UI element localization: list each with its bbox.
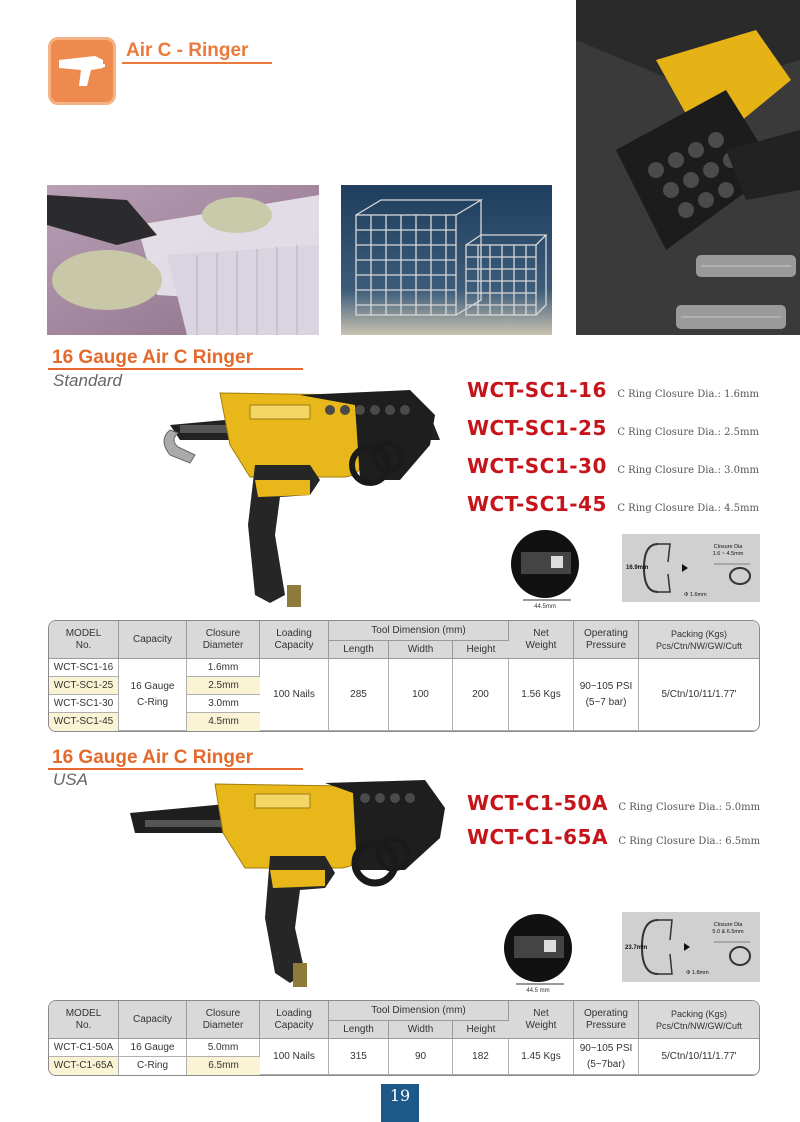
col-header-closure: Closure Diameter: [187, 621, 260, 659]
ringer-closeup-photo: [576, 0, 800, 335]
cell-closure: 4.5mm: [187, 713, 260, 731]
col-header-weight: Net Weight: [509, 621, 574, 659]
cell-capacity-line2: C-Ring: [119, 1057, 187, 1075]
model-entry: [467, 454, 759, 492]
section2-models: [467, 791, 760, 859]
table-row: [49, 659, 759, 677]
section1-models: [467, 378, 759, 530]
model-name: WCT-C1-65A: [467, 825, 608, 849]
model-note: C Ring Closure Dia.: 5.0mm: [618, 802, 761, 813]
jaw-width-label: 44.5mm: [534, 604, 556, 610]
section1-title: 16 Gauge Air C Ringer: [52, 347, 253, 368]
model-entry: [467, 378, 759, 416]
cell-height: 182: [453, 1039, 509, 1075]
cell-length: 315: [329, 1039, 389, 1075]
jaw-closeup-image: [505, 528, 580, 610]
model-name: WCT-SC1-45: [467, 492, 607, 516]
spec-table-usa: [48, 1000, 760, 1076]
model-note: C Ring Closure Dia.: 6.5mm: [618, 836, 761, 847]
cell-closure: 3.0mm: [187, 695, 260, 713]
closure-dia-label: Closure Dia: [713, 544, 743, 550]
ring-size-diagram: [622, 534, 760, 602]
cell-height: 200: [453, 659, 509, 731]
model-entry: [467, 791, 760, 825]
section2-title: 16 Gauge Air C Ringer: [52, 747, 253, 768]
pressure-line2: (5~7bar): [586, 1058, 626, 1070]
cell-closure: 6.5mm: [187, 1057, 260, 1075]
cell-loading: 100 Nails: [260, 1039, 329, 1075]
wire-dia-label: Φ 1.6mm: [684, 592, 707, 598]
cell-packing: 5/Ctn/10/11/1.77': [639, 659, 759, 731]
col-header-model: MODEL No.: [49, 1001, 119, 1039]
cell-model: WCT-SC1-16: [49, 659, 119, 677]
col-header-loading: Loading Capacity: [260, 621, 329, 659]
cell-closure: 5.0mm: [187, 1039, 260, 1057]
col-header-tool-dimension: Tool Dimension (mm): [329, 621, 509, 641]
ring-height-label: 16.9mm: [626, 565, 649, 571]
page-number: 19: [381, 1084, 419, 1122]
section1-underline: [48, 368, 303, 370]
spec-table-standard: [48, 620, 760, 732]
cell-model: WCT-SC1-25: [49, 677, 119, 695]
col-header-height: Height: [453, 641, 509, 659]
cell-capacity: [119, 659, 187, 731]
air-gun-icon: [51, 40, 113, 102]
model-name: WCT-SC1-16: [467, 378, 607, 402]
model-entry: [467, 416, 759, 454]
col-header-length: Length: [329, 641, 389, 659]
col-header-width: Width: [389, 641, 453, 659]
col-header-closure: Closure Diameter: [187, 1001, 260, 1039]
ring-size-diagram: [622, 912, 760, 982]
col-header-packing: Packing (Kgs) Pcs/Ctn/NW/GW/Cuft: [639, 1001, 759, 1039]
col-header-pressure: Operating Pressure: [574, 621, 639, 659]
col-header-height: Height: [453, 1021, 509, 1039]
cell-width: 90: [389, 1039, 453, 1075]
col-header-pressure: Operating Pressure: [574, 1001, 639, 1039]
jaw-closeup-image: [498, 912, 573, 994]
model-note: C Ring Closure Dia.: 2.5mm: [617, 427, 759, 438]
spec-table: [49, 1001, 759, 1075]
model-note: C Ring Closure Dia.: 3.0mm: [617, 465, 759, 476]
section1-subtitle: Standard: [53, 371, 122, 390]
model-name: WCT-SC1-30: [467, 454, 607, 478]
cell-weight: 1.45 Kgs: [509, 1039, 574, 1075]
pressure-line1: 90~105 PSI: [579, 1042, 633, 1054]
capacity-line2: C-Ring: [136, 696, 169, 708]
cell-pressure: [574, 1039, 639, 1075]
col-header-loading: Loading Capacity: [260, 1001, 329, 1039]
col-header-capacity: Capacity: [119, 1001, 187, 1039]
cell-loading: 100 Nails: [260, 659, 329, 731]
title-underline: [122, 62, 272, 64]
spec-table: [49, 621, 759, 731]
cell-packing: 5/Ctn/10/11/1.77': [639, 1039, 759, 1075]
closure-dia-label: Closure Dia: [713, 922, 743, 928]
cell-capacity-line1: 16 Gauge: [119, 1039, 187, 1057]
closure-range-label: 5.0 & 6.5mm: [712, 929, 744, 935]
model-entry: [467, 825, 760, 859]
model-note: C Ring Closure Dia.: 1.6mm: [617, 389, 759, 400]
cell-pressure: [574, 659, 639, 731]
col-header-model: MODEL No.: [49, 621, 119, 659]
col-header-length: Length: [329, 1021, 389, 1039]
cell-model: WCT-SC1-30: [49, 695, 119, 713]
closure-range-label: 1.6 ~ 4.5mm: [712, 551, 744, 557]
col-header-tool-dimension: Tool Dimension (mm): [329, 1001, 509, 1021]
page-title: Air C - Ringer: [126, 40, 249, 61]
cell-length: 285: [329, 659, 389, 731]
col-header-packing: Packing (Kgs) Pcs/Ctn/NW/GW/Cuft: [639, 621, 759, 659]
wire-dia-label: Φ 1.8mm: [686, 970, 709, 976]
cell-model: WCT-SC1-45: [49, 713, 119, 731]
table-row: [49, 1039, 759, 1057]
c-ringer-usa-tool-image: [125, 778, 465, 990]
model-name: WCT-SC1-25: [467, 416, 607, 440]
col-header-capacity: Capacity: [119, 621, 187, 659]
cell-model: WCT-C1-50A: [49, 1039, 119, 1057]
ring-height-label: 23.7mm: [625, 945, 648, 951]
jaw-width-label: 44.5 mm: [526, 988, 550, 994]
cell-weight: 1.56 Kgs: [509, 659, 574, 731]
model-entry: [467, 492, 759, 530]
cell-closure: 2.5mm: [187, 677, 260, 695]
section2-subtitle: USA: [53, 770, 88, 789]
usage-photo: [47, 185, 319, 335]
category-logo: [48, 37, 116, 105]
capacity-line1: 16 Gauge: [130, 680, 175, 692]
pressure-line2: (5~7 bar): [585, 696, 627, 708]
model-name: WCT-C1-50A: [467, 791, 608, 815]
cell-width: 100: [389, 659, 453, 731]
col-header-weight: Net Weight: [509, 1001, 574, 1039]
wire-cage-photo: [341, 185, 552, 335]
cell-model: WCT-C1-65A: [49, 1057, 119, 1075]
cell-closure: 1.6mm: [187, 659, 260, 677]
model-note: C Ring Closure Dia.: 4.5mm: [617, 503, 759, 514]
c-ringer-standard-tool-image: [160, 385, 460, 610]
col-header-width: Width: [389, 1021, 453, 1039]
pressure-line1: 90~105 PSI: [579, 680, 633, 692]
